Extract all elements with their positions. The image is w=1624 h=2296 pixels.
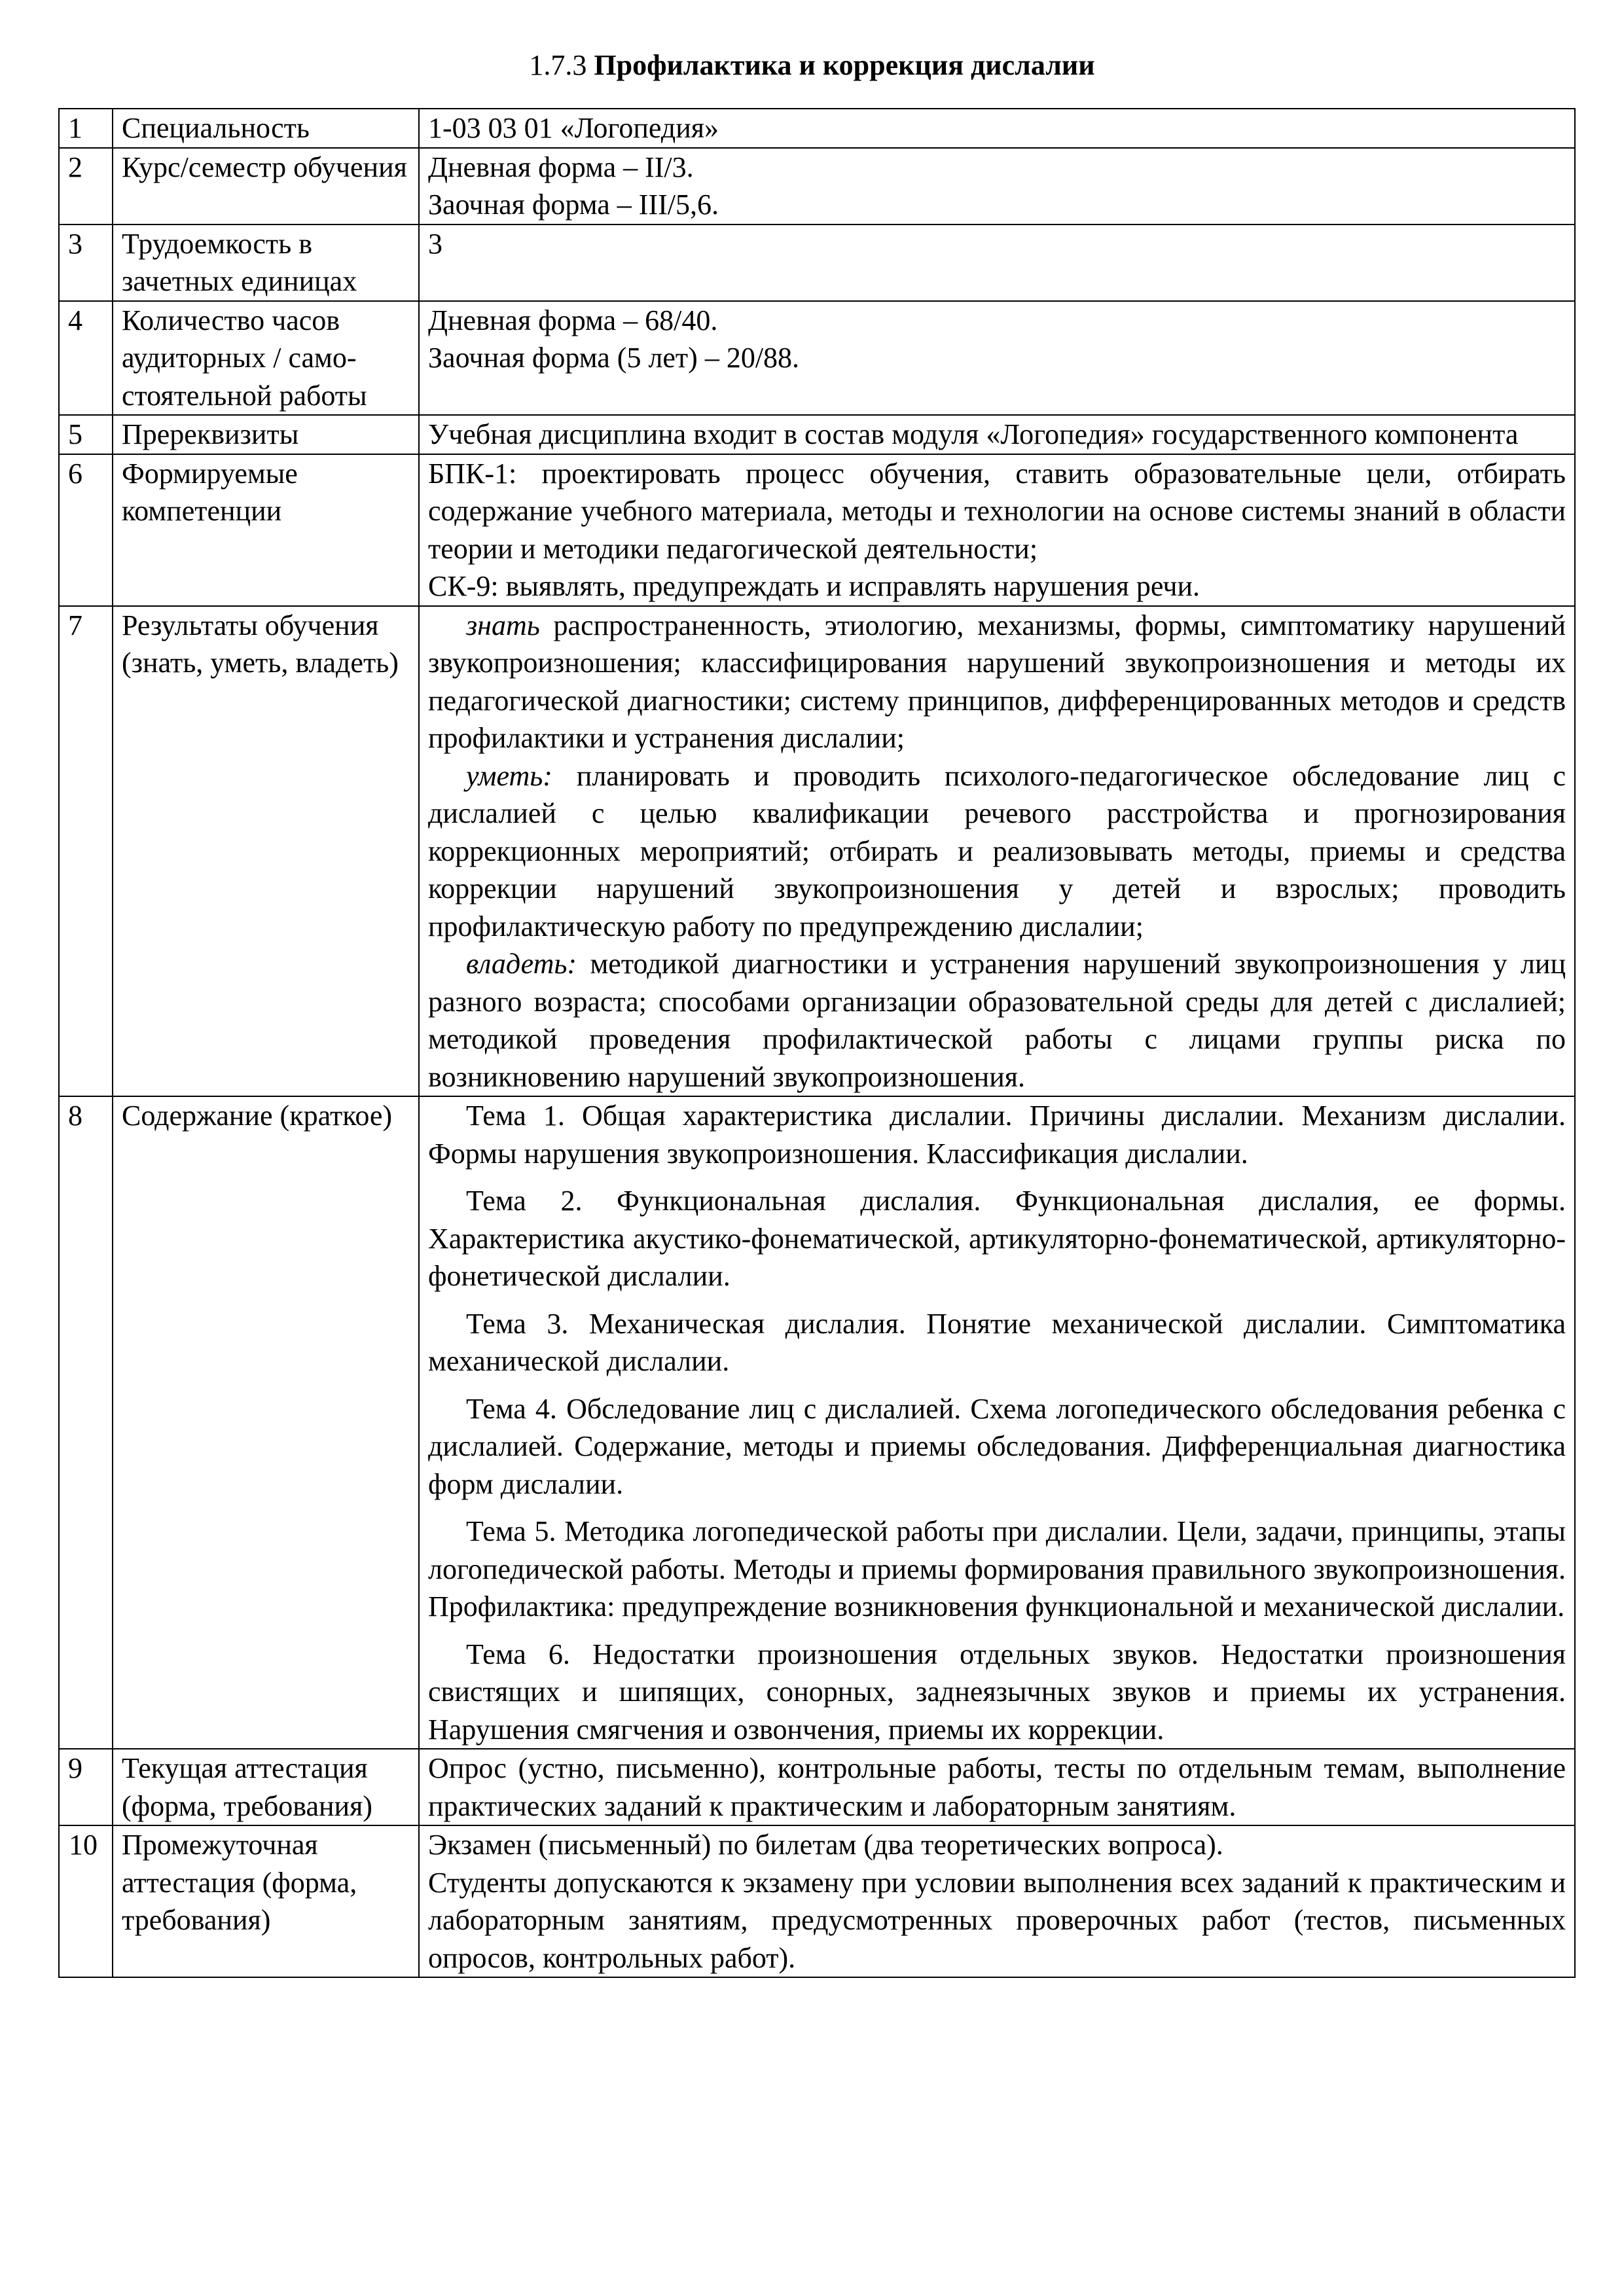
table-row: [59, 1096, 1575, 1749]
theme-item: Тема 2. Функциональная дислалия. Функциональная дислалия, ее формы. Характеристика акустико-фонематической, артикуляторно-фонематической, артикуляторно-фонетической дислалии.: [428, 1185, 1566, 1292]
result-term: уметь:: [466, 759, 552, 792]
result-know: [428, 607, 1566, 757]
competence-bpk1: БПК-1: проектировать процесс обучения, ставить образовательные цели, отбирать содержание учебного материала, методы и технологии на основе системы знаний в области теории и методики педагогической деятельности;: [428, 457, 1566, 565]
section-title: Профилактика и коррекция дислалии: [594, 49, 1095, 81]
row-value: [419, 301, 1575, 416]
competence-sk9: СК-9: выявлять, предупреждать и исправлять нарушения речи.: [428, 570, 1200, 602]
document-title: [0, 46, 1624, 85]
value-line: Опрос (устно, письменно), контрольные работы, тесты по отдельным темам, выполнение практических заданий к практическим и лабораторным занятиям.: [428, 1752, 1566, 1822]
row-label: Курс/семестр обучения: [113, 148, 419, 224]
row-number: 6: [59, 454, 113, 606]
row-label: Результаты обучения (знать, уметь, владеть): [113, 606, 419, 1097]
value-line: Студенты допускаются к экзамену при условии выполнения всех заданий к практическим и лабораторным занятиям, предусмотренных проверочных работ (тестов, письменных опросов, контрольных работ).: [428, 1866, 1566, 1974]
row-label: Трудоемкость в зачетных единицах: [113, 224, 419, 301]
row-value: [419, 1825, 1575, 1977]
row-value: [419, 454, 1575, 606]
table-row: [59, 301, 1575, 416]
table-row: [59, 109, 1575, 148]
result-can: [428, 757, 1566, 946]
row-number: 4: [59, 301, 113, 416]
result-term: владеть:: [466, 948, 577, 980]
theme-item: Тема 6. Недостатки произношения отдельных звуков. Недостатки произношения свистящих и шипящих, сонорных, заднеязычных звуков и приемы их устранения. Нарушения смягчения и озвончения, приемы их коррекции.: [428, 1638, 1566, 1746]
result-text: планировать и проводить психолого-педагогическое обследование лиц с дислалией с целью квалификации речевого расстройства и прогнозирования коррекционных мероприятий; отбирать и реализовывать методы, приемы и средства коррекции нарушений звукопроизношения у детей и взрослых; проводить профилактическую работу по предупреждению дислалии;: [428, 759, 1566, 942]
theme-item: Тема 1. Общая характеристика дислалии. Причины дислалии. Механизм дислалии. Формы нарушения звукопроизношения. Классификация дислалии.: [428, 1100, 1566, 1170]
table-row: [59, 1825, 1575, 1977]
value-line: Экзамен (письменный) по билетам (два теоретических вопроса).: [428, 1829, 1223, 1861]
table-row: [59, 606, 1575, 1097]
row-number: 2: [59, 148, 113, 224]
row-label: Количество часов аудиторных / само-стоятельной работы: [113, 301, 419, 416]
theme-item: Тема 3. Механическая дислалия. Понятие механической дислалии. Симптоматика механической дислалии.: [428, 1307, 1566, 1377]
row-value: [419, 1096, 1575, 1749]
table-row: [59, 224, 1575, 301]
course-description-table: [58, 108, 1576, 1978]
row-value: [419, 1749, 1575, 1825]
row-number: 5: [59, 415, 113, 454]
value-line: Заочная форма – III/5,6.: [428, 188, 719, 221]
row-value: [419, 606, 1575, 1097]
row-label: Специальность: [113, 109, 419, 148]
row-label: Пререквизиты: [113, 415, 419, 454]
result-term: знать: [466, 609, 540, 641]
value-line: Заочная форма (5 лет) – 20/88.: [428, 342, 800, 374]
row-number: 9: [59, 1749, 113, 1825]
result-own: [428, 945, 1566, 1096]
value-line: Дневная форма – II/3.: [428, 151, 694, 183]
value-line: 1-03 03 01 «Логопедия»: [428, 112, 719, 144]
row-value: [419, 224, 1575, 301]
row-number: 7: [59, 606, 113, 1097]
theme-item: Тема 4. Обследование лиц с дислалией. Схема логопедического обследования ребенка с дислалией. Содержание, методы и приемы обследования. Дифференциальная диагностика форм дислалии.: [428, 1392, 1566, 1500]
result-text: методикой диагностики и устранения нарушений звукопроизношения у лиц разного возраста; способами организации образовательной среды для детей с дислалией; методикой проведения профилактической работы с лицами группы риска по возникновению нарушений звукопроизношения.: [428, 948, 1566, 1093]
row-label: Промежуточная аттестация (форма, требования): [113, 1825, 419, 1977]
value-line: Дневная форма – 68/40.: [428, 304, 718, 336]
result-text: распространенность, этиологию, механизмы, формы, симптоматику нарушений звукопроизношения; классифицирования нарушений звукопроизношения и методы их педагогической диагностики; систему принципов, дифференцированных методов и средств профилактики и устранения дислалии;: [428, 609, 1566, 754]
row-value: [419, 415, 1575, 454]
row-number: 10: [59, 1825, 113, 1977]
row-value: [419, 148, 1575, 224]
row-number: 3: [59, 224, 113, 301]
row-label: Формируемые компетенции: [113, 454, 419, 606]
row-label: Содержание (краткое): [113, 1096, 419, 1749]
row-number: 8: [59, 1096, 113, 1749]
row-label: Текущая аттестация (форма, требования): [113, 1749, 419, 1825]
row-number: 1: [59, 109, 113, 148]
value-line: Учебная дисциплина входит в состав модуля «Логопедия» государственного компонента: [428, 418, 1519, 450]
table-row: [59, 1749, 1575, 1825]
table-row: [59, 415, 1575, 454]
row-value: [419, 109, 1575, 148]
table-row: [59, 454, 1575, 606]
value-line: 3: [428, 227, 442, 260]
theme-item: Тема 5. Методика логопедической работы при дислалии. Цели, задачи, принципы, этапы логопедической работы. Методы и приемы формирования правильного звукопроизношения. Профилактика: предупреждение возникновения функциональной и механической дислалии.: [428, 1515, 1566, 1623]
section-number: 1.7.3: [529, 49, 587, 81]
table-row: [59, 148, 1575, 224]
